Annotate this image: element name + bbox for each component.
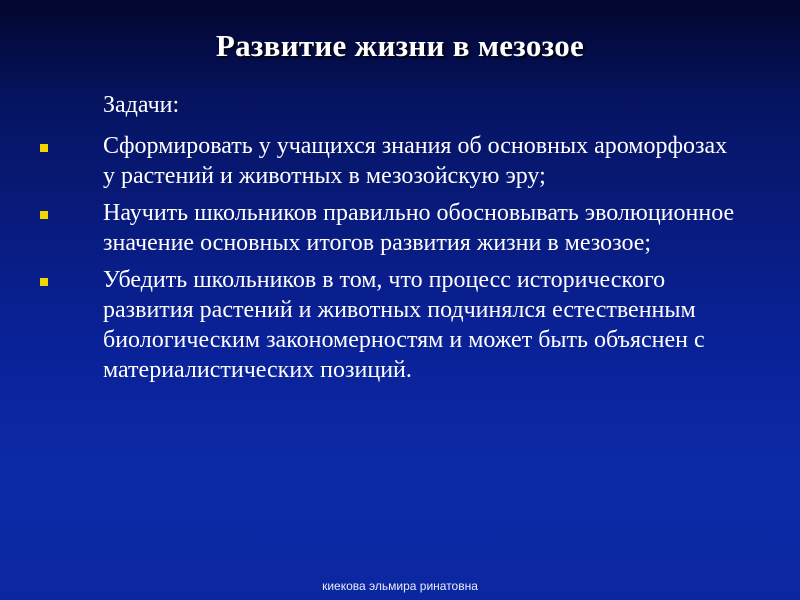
list-item [0,131,800,191]
square-bullet-icon [40,278,48,286]
list-item-text: Сформировать у учащихся знания об основных ароморфозах у растений и животных в мезозойскую эру; [103,133,728,189]
square-bullet-icon [40,144,48,152]
tasks-list [0,131,800,392]
list-item [0,198,800,258]
list-item-text: Убедить школьников в том, что процесс исторического развития растений и животных подчинялся естественным биологическим закономерностям и может быть объяснен с материалистических позиций. [103,267,705,383]
square-bullet-icon [40,211,48,219]
tasks-heading: Задачи: [103,92,180,118]
list-item [0,265,800,385]
slide-footer: киекова эльмира ринатовна [322,579,478,593]
list-item-text: Научить школьников правильно обосновывать эволюционное значение основных итогов развития жизни в мезозое; [103,200,735,256]
slide-title: Развитие жизни в мезозое [215,28,585,63]
